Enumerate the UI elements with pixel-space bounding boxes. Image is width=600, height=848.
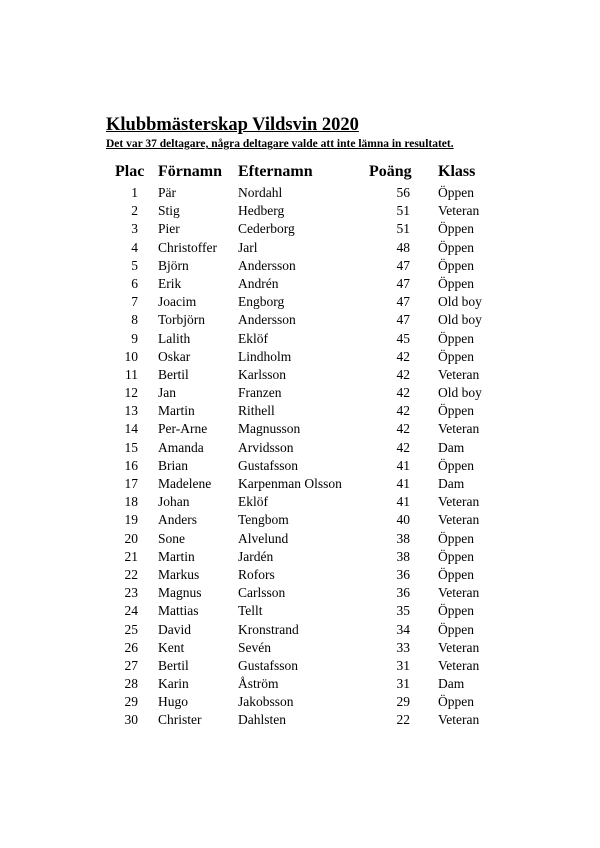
cell-efternamn: Gustafsson (238, 457, 298, 473)
cell-fornamn: Per-Arne (158, 421, 208, 437)
cell-fornamn: Magnus (158, 585, 202, 601)
cell-poang: 47 (396, 294, 410, 310)
table-row (0, 330, 600, 348)
cell-klass: Öppen (438, 257, 474, 273)
cell-plac: 26 (124, 639, 138, 655)
cell-plac: 24 (124, 603, 138, 619)
cell-plac: 22 (124, 566, 138, 582)
table-row (0, 639, 600, 657)
cell-plac: 11 (125, 366, 138, 382)
cell-fornamn: Pär (158, 185, 176, 200)
page-subtitle: Det var 37 deltagare, några deltagare valde att inte lämna in resultatet. (106, 138, 454, 150)
cell-efternamn: Eklöf (238, 494, 268, 510)
cell-fornamn: Anders (158, 512, 197, 528)
cell-fornamn: Oskar (158, 348, 191, 364)
cell-poang: 41 (396, 476, 410, 491)
cell-fornamn: Kent (158, 639, 185, 655)
cell-klass: Old boy (438, 312, 482, 328)
cell-plac: 2 (131, 203, 138, 219)
cell-efternamn: Gustafsson (238, 657, 298, 673)
table-row (0, 511, 600, 529)
cell-plac: 19 (124, 512, 138, 528)
header-klass: Klass (438, 163, 476, 180)
table-row (0, 439, 600, 457)
cell-poang: 47 (396, 312, 410, 328)
cell-klass: Old boy (438, 385, 482, 401)
cell-efternamn: Jarl (238, 239, 258, 255)
table-row (0, 184, 600, 202)
table-row (0, 348, 600, 366)
cell-efternamn: Karpenman Olsson (238, 476, 342, 491)
cell-plac: 18 (124, 494, 138, 510)
cell-fornamn: Hugo (158, 694, 188, 710)
table-row (0, 602, 600, 620)
cell-klass: Veteran (438, 639, 480, 655)
header-efternamn: Efternamn (238, 163, 313, 180)
cell-efternamn: Engborg (238, 294, 285, 310)
cell-klass: Veteran (438, 494, 480, 510)
cell-efternamn: Arvidsson (238, 439, 294, 455)
cell-poang: 36 (396, 566, 410, 582)
cell-klass: Veteran (438, 203, 480, 219)
table-row (0, 530, 600, 548)
table-row (0, 548, 600, 566)
cell-efternamn: Karlsson (238, 366, 286, 382)
table-row (0, 257, 600, 275)
cell-poang: 42 (396, 348, 410, 364)
table-row (0, 275, 600, 293)
cell-poang: 41 (396, 457, 410, 473)
cell-klass: Öppen (438, 694, 474, 710)
cell-plac: 23 (124, 585, 138, 601)
cell-klass: Veteran (438, 366, 480, 382)
cell-plac: 27 (124, 657, 138, 673)
cell-fornamn: Stig (158, 203, 180, 219)
cell-plac: 13 (124, 403, 138, 419)
cell-klass: Öppen (438, 348, 474, 364)
table-row (0, 693, 600, 711)
cell-fornamn: David (158, 621, 191, 637)
results-table-header (0, 163, 600, 185)
cell-fornamn: Christoffer (158, 239, 217, 255)
table-row (0, 457, 600, 475)
cell-klass: Öppen (438, 566, 474, 582)
table-row (0, 239, 600, 257)
cell-plac: 4 (131, 239, 138, 255)
cell-poang: 51 (396, 221, 410, 237)
cell-plac: 6 (131, 275, 138, 291)
cell-plac: 20 (124, 530, 138, 546)
results-table-body (0, 184, 600, 730)
cell-poang: 42 (396, 421, 410, 437)
cell-fornamn: Bertil (158, 657, 189, 673)
cell-fornamn: Brian (158, 457, 188, 473)
cell-poang: 35 (396, 603, 410, 619)
cell-efternamn: Rithell (238, 403, 275, 419)
cell-efternamn: Sevén (238, 639, 271, 655)
cell-poang: 41 (396, 494, 410, 510)
cell-fornamn: Martin (158, 403, 195, 419)
cell-fornamn: Johan (158, 494, 190, 510)
cell-plac: 1 (131, 185, 138, 200)
cell-klass: Öppen (438, 457, 474, 473)
cell-poang: 29 (396, 694, 410, 710)
table-row (0, 220, 600, 238)
cell-efternamn: Cederborg (238, 221, 295, 237)
cell-fornamn: Bertil (158, 366, 189, 382)
cell-poang: 42 (396, 366, 410, 382)
cell-fornamn: Jan (158, 385, 176, 401)
cell-poang: 33 (396, 639, 410, 655)
cell-plac: 29 (124, 694, 138, 710)
table-row (0, 657, 600, 675)
cell-efternamn: Andrén (238, 275, 279, 291)
cell-klass: Veteran (438, 421, 480, 437)
table-row (0, 384, 600, 402)
table-row (0, 566, 600, 584)
cell-poang: 42 (396, 403, 410, 419)
cell-poang: 22 (396, 712, 410, 728)
cell-poang: 34 (396, 621, 410, 637)
cell-efternamn: Rofors (238, 566, 275, 582)
header-fornamn: Förnamn (158, 163, 222, 180)
cell-klass: Öppen (438, 621, 474, 637)
cell-poang: 45 (396, 330, 410, 346)
cell-klass: Öppen (438, 548, 474, 564)
cell-klass: Öppen (438, 185, 474, 200)
cell-fornamn: Lalith (158, 330, 191, 346)
cell-klass: Dam (438, 476, 465, 491)
cell-fornamn: Erik (158, 275, 182, 291)
table-row (0, 584, 600, 602)
cell-fornamn: Pier (158, 221, 180, 237)
cell-plac: 9 (131, 330, 138, 346)
cell-poang: 36 (396, 585, 410, 601)
cell-efternamn: Eklöf (238, 330, 268, 346)
cell-efternamn: Nordahl (238, 185, 283, 200)
cell-klass: Öppen (438, 275, 474, 291)
table-row (0, 711, 600, 729)
cell-plac: 16 (124, 457, 138, 473)
cell-klass: Öppen (438, 403, 474, 419)
cell-efternamn: Tellt (238, 603, 263, 619)
table-row (0, 493, 600, 511)
cell-klass: Öppen (438, 530, 474, 546)
table-row (0, 621, 600, 639)
cell-klass: Dam (438, 439, 465, 455)
cell-efternamn: Magnusson (238, 421, 301, 437)
cell-fornamn: Martin (158, 548, 195, 564)
page-title: Klubbmästerskap Vildsvin 2020 (106, 115, 359, 135)
cell-klass: Öppen (438, 239, 474, 255)
cell-efternamn: Dahlsten (238, 712, 286, 728)
cell-fornamn: Madelene (158, 476, 212, 491)
cell-efternamn: Carlsson (238, 585, 286, 601)
cell-plac: 7 (131, 294, 138, 310)
cell-plac: 28 (124, 676, 138, 692)
cell-plac: 17 (124, 476, 138, 491)
cell-plac: 14 (124, 421, 138, 437)
cell-plac: 5 (131, 257, 138, 273)
cell-efternamn: Jakobsson (238, 694, 294, 710)
cell-efternamn: Jardén (238, 548, 274, 564)
cell-plac: 3 (131, 221, 138, 237)
cell-fornamn: Sone (158, 530, 185, 546)
cell-plac: 10 (124, 348, 138, 364)
cell-poang: 31 (396, 657, 410, 673)
cell-fornamn: Torbjörn (158, 312, 206, 328)
cell-efternamn: Alvelund (238, 530, 289, 546)
header-plac: Plac (115, 163, 145, 180)
cell-efternamn: Kronstrand (238, 621, 299, 637)
cell-efternamn: Tengbom (238, 512, 289, 528)
cell-poang: 47 (396, 275, 410, 291)
cell-efternamn: Andersson (238, 257, 296, 273)
cell-poang: 38 (396, 548, 410, 564)
table-row (0, 420, 600, 438)
cell-poang: 40 (396, 512, 410, 528)
cell-poang: 56 (396, 185, 410, 200)
cell-klass: Veteran (438, 585, 480, 601)
cell-klass: Veteran (438, 512, 480, 528)
table-row (0, 675, 600, 693)
cell-fornamn: Björn (158, 257, 189, 273)
cell-plac: 12 (124, 385, 138, 401)
cell-efternamn: Franzen (238, 385, 282, 401)
cell-fornamn: Markus (158, 566, 200, 582)
cell-klass: Dam (438, 676, 465, 692)
cell-fornamn: Joacim (158, 294, 197, 310)
cell-klass: Old boy (438, 294, 482, 310)
cell-fornamn: Karin (158, 676, 189, 692)
cell-poang: 48 (396, 239, 410, 255)
cell-plac: 15 (124, 439, 138, 455)
cell-klass: Öppen (438, 330, 474, 346)
cell-poang: 38 (396, 530, 410, 546)
cell-poang: 31 (396, 676, 410, 692)
cell-klass: Veteran (438, 712, 480, 728)
cell-plac: 30 (124, 712, 138, 728)
table-row (0, 366, 600, 384)
cell-fornamn: Mattias (158, 603, 199, 619)
cell-efternamn: Andersson (238, 312, 296, 328)
table-row (0, 475, 600, 493)
cell-klass: Öppen (438, 603, 474, 619)
cell-fornamn: Christer (158, 712, 202, 728)
cell-plac: 25 (124, 621, 138, 637)
cell-fornamn: Amanda (158, 439, 204, 455)
cell-poang: 42 (396, 385, 410, 401)
cell-plac: 21 (124, 548, 138, 564)
header-poang: Poäng (369, 163, 412, 180)
cell-plac: 8 (131, 312, 138, 328)
cell-efternamn: Åström (238, 676, 279, 692)
cell-klass: Öppen (438, 221, 474, 237)
cell-poang: 51 (396, 203, 410, 219)
table-row (0, 202, 600, 220)
table-row (0, 311, 600, 329)
cell-efternamn: Hedberg (238, 203, 285, 219)
cell-poang: 47 (396, 257, 410, 273)
cell-efternamn: Lindholm (238, 348, 292, 364)
cell-poang: 42 (396, 439, 410, 455)
table-row (0, 402, 600, 420)
cell-klass: Veteran (438, 657, 480, 673)
table-row (0, 293, 600, 311)
